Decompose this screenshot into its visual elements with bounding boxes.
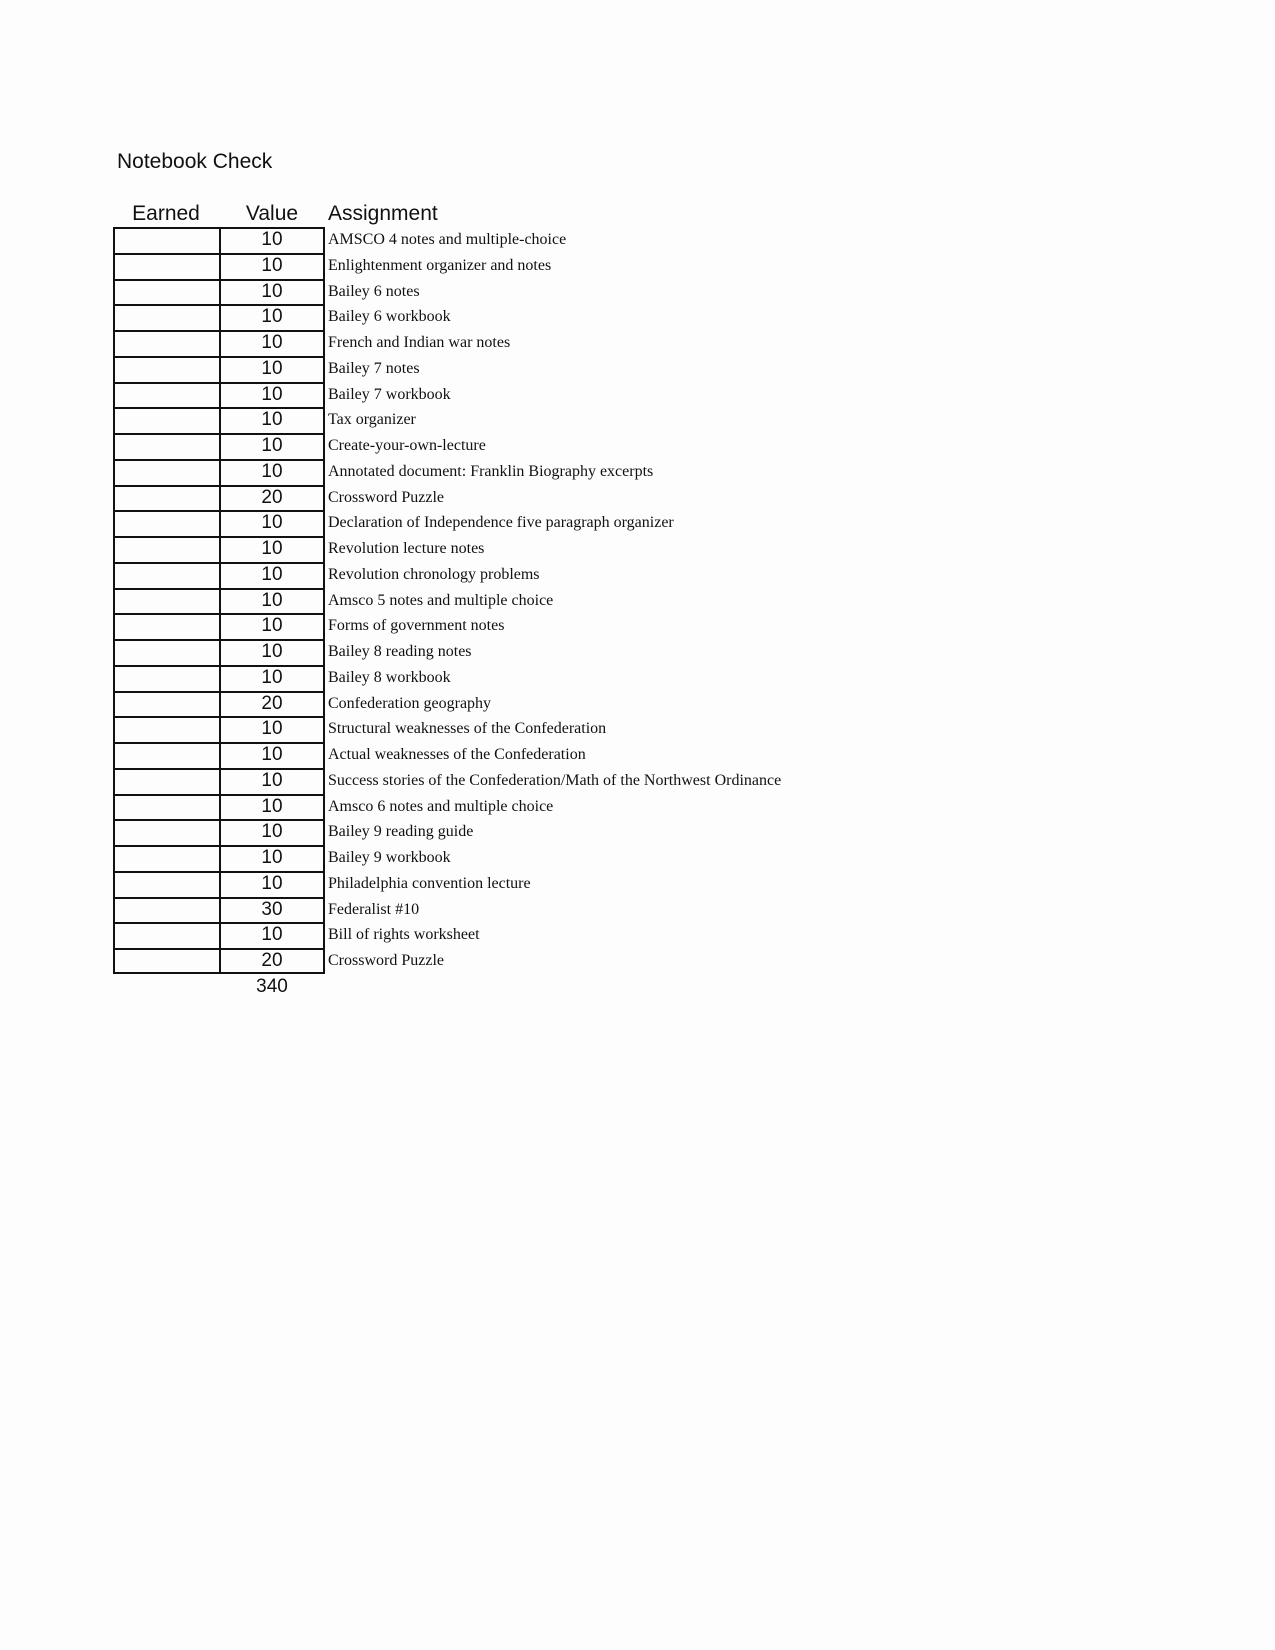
assignment-name: Actual weaknesses of the Confederation	[328, 746, 586, 763]
table-row	[113, 691, 781, 717]
earned-cell[interactable]	[113, 562, 219, 588]
value-cell: 10	[219, 768, 325, 794]
assignment-name: Crossword Puzzle	[328, 952, 444, 969]
table-row	[113, 613, 781, 639]
assignment-name: Bailey 8 reading notes	[328, 643, 472, 660]
table-row	[113, 356, 781, 382]
table-row	[113, 845, 781, 871]
assignment-name: Enlightenment organizer and notes	[328, 256, 552, 274]
earned-cell[interactable]	[113, 922, 219, 948]
earned-cell[interactable]	[113, 279, 219, 305]
page-title: Notebook Check	[117, 150, 273, 173]
earned-cell[interactable]	[113, 253, 219, 279]
earned-cell[interactable]	[113, 871, 219, 897]
table-row	[113, 459, 781, 485]
earned-cell[interactable]	[113, 485, 219, 511]
assignment-name: Success stories of the Confederation/Math of the Northwest Ordinance	[328, 771, 782, 789]
value-cell: 20	[219, 948, 325, 974]
table-row	[113, 588, 781, 614]
earned-cell[interactable]	[113, 819, 219, 845]
value-cell: 10	[219, 588, 325, 614]
earned-cell[interactable]	[113, 356, 219, 382]
table-row	[113, 794, 781, 820]
value-cell: 10	[219, 253, 325, 279]
value-cell: 10	[219, 356, 325, 382]
earned-cell[interactable]	[113, 382, 219, 408]
value-cell: 20	[219, 691, 325, 717]
value-cell: 10	[219, 304, 325, 330]
table-row	[113, 227, 781, 253]
earned-cell[interactable]	[113, 304, 219, 330]
table-row	[113, 433, 781, 459]
value-cell: 10	[219, 871, 325, 897]
assignment-name: Amsco 5 notes and multiple choice	[328, 591, 554, 609]
assignment-name: AMSCO 4 notes and multiple-choice	[328, 231, 567, 248]
table-row	[113, 742, 781, 768]
table-row	[113, 382, 781, 408]
table-row	[113, 510, 781, 536]
table-row	[113, 304, 781, 330]
value-cell: 10	[219, 742, 325, 768]
earned-cell[interactable]	[113, 613, 219, 639]
earned-cell[interactable]	[113, 742, 219, 768]
earned-cell[interactable]	[113, 330, 219, 356]
earned-cell[interactable]	[113, 639, 219, 665]
earned-cell[interactable]	[113, 227, 219, 253]
value-cell: 10	[219, 382, 325, 408]
table-row	[113, 279, 781, 305]
value-cell: 10	[219, 639, 325, 665]
assignment-name: Revolution chronology problems	[328, 565, 540, 583]
earned-cell[interactable]	[113, 407, 219, 433]
assignment-name: Bailey 9 workbook	[328, 849, 451, 866]
table-row	[113, 253, 781, 279]
value-cell: 10	[219, 845, 325, 871]
assignment-name: Bill of rights worksheet	[328, 926, 480, 944]
assignment-name: French and Indian war notes	[328, 334, 511, 351]
assignment-name: Bailey 7 notes	[328, 359, 420, 377]
table-row	[113, 897, 781, 923]
table-row	[113, 665, 781, 691]
earned-cell[interactable]	[113, 691, 219, 717]
table-row	[113, 536, 781, 562]
earned-cell[interactable]	[113, 588, 219, 614]
value-cell: 20	[219, 485, 325, 511]
earned-cell[interactable]	[113, 459, 219, 485]
earned-cell[interactable]	[113, 897, 219, 923]
assignment-name: Confederation geography	[328, 694, 492, 712]
value-column-header: Value	[245, 202, 299, 225]
value-cell: 10	[219, 716, 325, 742]
table-row	[113, 716, 781, 742]
assignment-name: Bailey 6 workbook	[328, 308, 451, 326]
assignment-name: Create-your-own-lecture	[328, 437, 486, 454]
value-cell: 10	[219, 433, 325, 459]
assignment-name: Bailey 6 notes	[328, 282, 420, 300]
value-cell: 10	[219, 613, 325, 639]
table-row	[113, 768, 781, 794]
assignment-name: Structural weaknesses of the Confederation	[328, 720, 607, 738]
earned-cell[interactable]	[113, 948, 219, 974]
assignment-name: Bailey 9 reading guide	[328, 823, 474, 841]
table-row	[113, 330, 781, 356]
table-row	[113, 922, 781, 948]
assignment-name: Annotated document: Franklin Biography excerpts	[328, 462, 654, 480]
value-cell: 10	[219, 665, 325, 691]
assignment-name: Declaration of Independence five paragraph organizer	[328, 514, 674, 532]
earned-cell[interactable]	[113, 716, 219, 742]
assignment-name: Federalist #10	[328, 900, 420, 918]
value-cell: 10	[219, 459, 325, 485]
assignment-name: Bailey 7 workbook	[328, 385, 451, 403]
value-total: 340	[256, 976, 288, 997]
earned-cell[interactable]	[113, 794, 219, 820]
earned-cell[interactable]	[113, 665, 219, 691]
value-cell: 10	[219, 227, 325, 253]
assignment-name: Revolution lecture notes	[328, 540, 485, 557]
earned-cell[interactable]	[113, 510, 219, 536]
assignment-name: Forms of government notes	[328, 617, 505, 635]
table-row	[113, 485, 781, 511]
value-cell: 10	[219, 794, 325, 820]
value-cell: 10	[219, 922, 325, 948]
assignment-name: Crossword Puzzle	[328, 488, 444, 506]
table-row	[113, 819, 781, 845]
table-row	[113, 639, 781, 665]
assignment-name: Tax organizer	[328, 411, 416, 429]
earned-cell[interactable]	[113, 433, 219, 459]
value-cell: 10	[219, 407, 325, 433]
value-cell: 10	[219, 279, 325, 305]
value-cell: 10	[219, 330, 325, 356]
assignment-name: Philadelphia convention lecture	[328, 874, 531, 892]
assignment-column-header: Assignment	[328, 202, 438, 225]
assignment-name: Amsco 6 notes and multiple choice	[328, 797, 554, 815]
table-row	[113, 948, 781, 974]
earned-cell[interactable]	[113, 768, 219, 794]
value-cell: 10	[219, 562, 325, 588]
value-cell: 10	[219, 510, 325, 536]
earned-cell[interactable]	[113, 845, 219, 871]
table-row	[113, 562, 781, 588]
table-row	[113, 871, 781, 897]
assignment-name: Bailey 8 workbook	[328, 668, 451, 686]
earned-cell[interactable]	[113, 536, 219, 562]
value-cell: 30	[219, 897, 325, 923]
table-row	[113, 407, 781, 433]
assignment-table	[113, 227, 781, 974]
value-cell: 10	[219, 536, 325, 562]
earned-column-header: Earned	[132, 202, 200, 225]
value-cell: 10	[219, 819, 325, 845]
